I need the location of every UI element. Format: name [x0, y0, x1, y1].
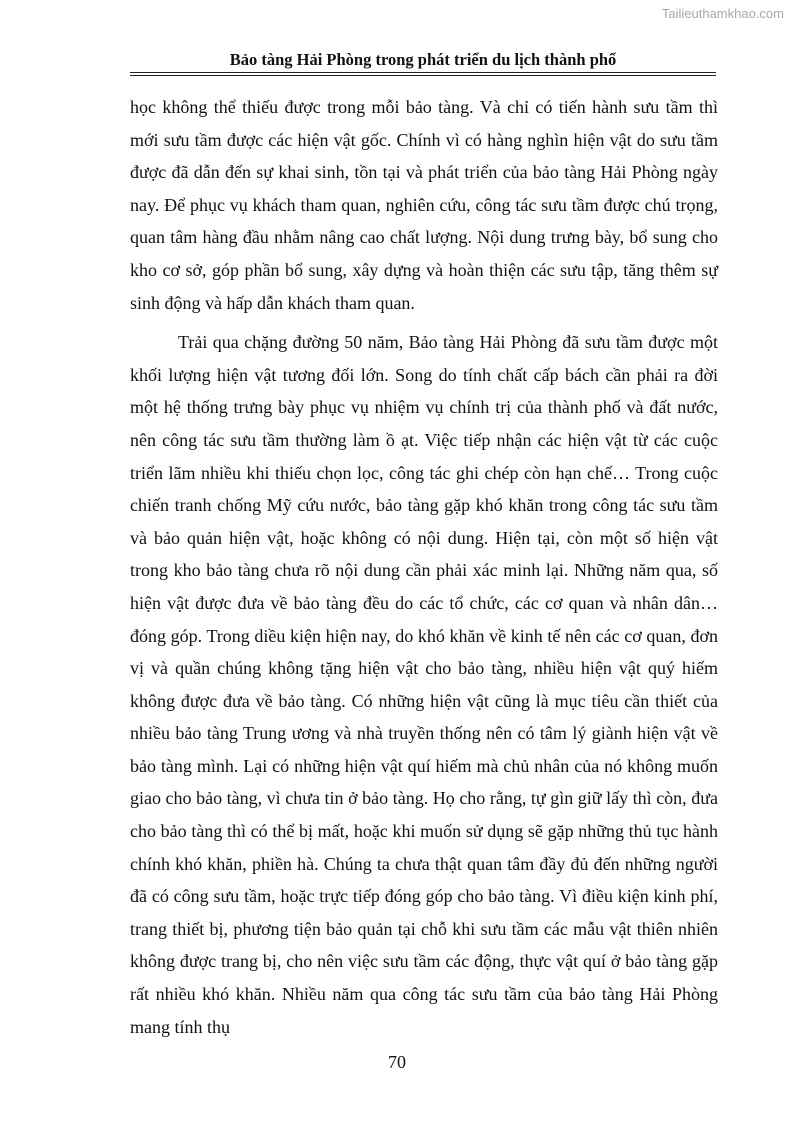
body-text — [130, 91, 718, 1043]
running-header-title: Bảo tàng Hải Phòng trong phát triển du lịch thành phố — [229, 50, 617, 69]
header-rule — [130, 72, 716, 76]
page-number: 70 — [388, 1052, 406, 1072]
paragraph-1: học không thể thiếu được trong mỗi bảo tàng. Và chỉ có tiến hành sưu tầm thì mới sưu tầm được các hiện vật gốc. Chính vì có hàng nghìn hiện vật do sưu tầm được đã dẫn đến sự khai sinh, tồn tại và phát triển của bảo tàng Hải Phòng ngày nay. Để phục vụ khách tham quan, nghiên cứu, công tác sưu tầm được chú trọng, quan tâm hàng đầu nhằm nâng cao chất lượng. Nội dung trưng bày, bổ sung cho kho cơ sở, góp phần bổ sung, xây dựng và hoàn thiện các sưu tập, tăng thêm sự sinh động và hấp dẫn khách tham quan. — [130, 97, 718, 313]
watermark: Tailieuthamkhao.com — [661, 6, 784, 21]
paragraph-2: Trải qua chặng đường 50 năm, Bảo tàng Hải Phòng đã sưu tầm được một khối lượng hiện vật tương đối lớn. Song do tính chất cấp bách cần phải ra đời một hệ thống trưng bày phục vụ nhiệm vụ chính trị của thành phố và đất nước, nên công tác sưu tầm thường làm ồ ạt. Việc tiếp nhận các hiện vật từ các cuộc triển lãm nhiều khi thiếu chọn lọc, công tác ghi chép còn hạn chế… Trong cuộc chiến tranh chống Mỹ cứu nước, bảo tàng gặp khó khăn trong công tác sưu tầm và bảo quản hiện vật, hoặc không có nội dung. Hiện tại, còn một số hiện vật trong kho bảo tàng chưa rõ nội dung cần phải xác minh lại. Những năm qua, số hiện vật được đưa về bảo tàng đều do các tổ chức, các cơ quan và nhân dân… đóng góp. Trong diều kiện hiện nay, do khó khăn về kinh tế nên các cơ quan, đơn vị và quần chúng không tặng hiện vật cho bảo tàng, nhiều hiện vật quý hiếm không được đưa về bảo tàng. Có những hiện vật cũng là mục tiêu cần thiết của nhiều bảo tàng Trung ương và nhà truyền thống nên có tâm lý giành hiện vật về bảo tàng mình. Lại có những hiện vật quí hiếm mà chủ nhân của nó không muốn giao cho bảo tàng, vì chưa tin ở bảo tàng. Họ cho rằng, tự gìn giữ lấy thì còn, đưa cho bảo tàng thì có thể bị mất, hoặc khi muốn sử dụng sẽ gặp những thủ tục hành chính khó khăn, phiền hà. Chúng ta chưa thật quan tâm đầy đủ đến những người đã có công sưu tầm, hoặc trực tiếp đóng góp cho bảo tàng. Vì điều kiện kinh phí, trang thiết bị, phương tiện bảo quản tại chỗ khi sưu tầm các mẫu vật thiên nhiên không được trang bị, cho nên việc sưu tầm các động, thực vật quí ở bảo tàng gặp rất nhiều khó khăn. Nhiều năm qua công tác sưu tầm của bảo tàng Hải Phòng mang tính thụ — [130, 332, 718, 1037]
